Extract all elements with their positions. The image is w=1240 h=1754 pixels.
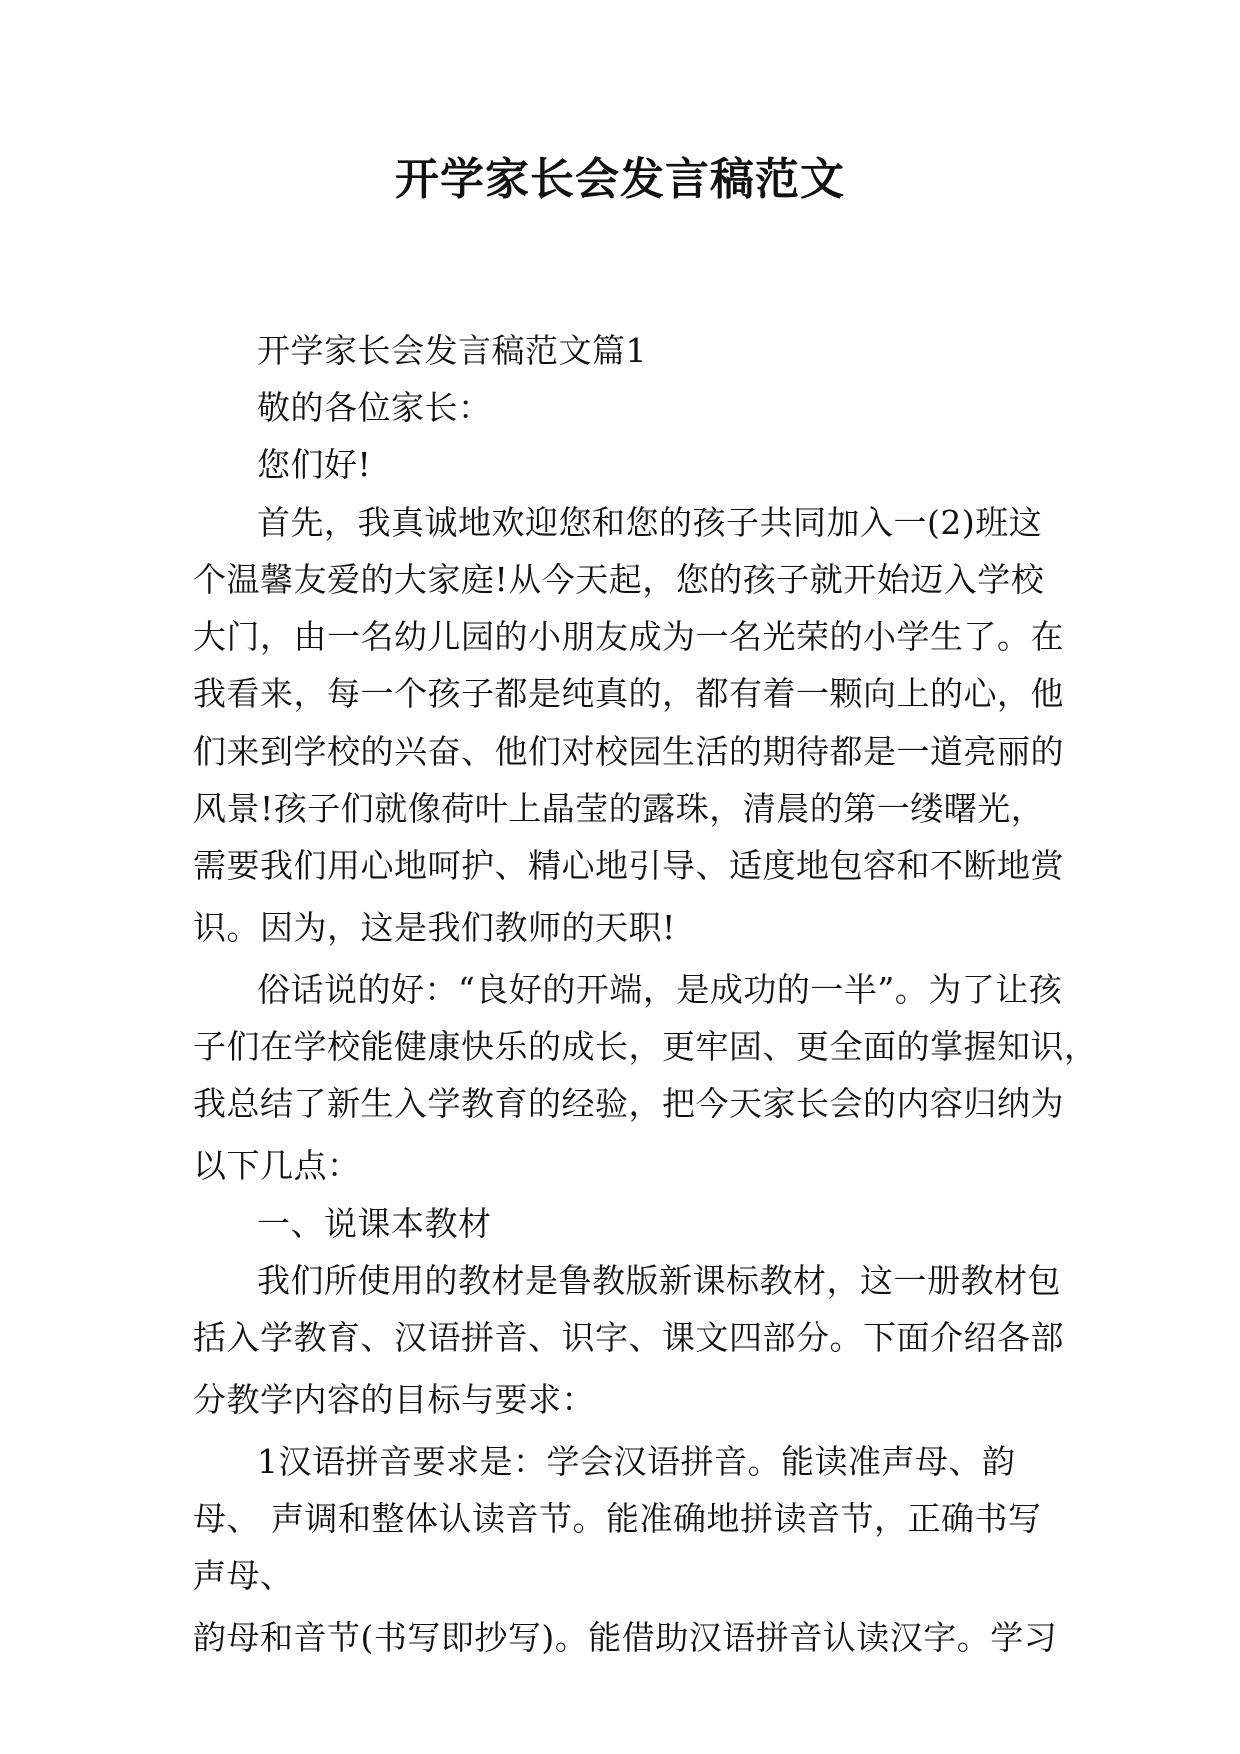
paragraph-line: 括入学教育、汉语拼音、识字、课文四部分。下面介绍各部 [193,1318,1064,1357]
paragraph-line: 声母、 [193,1556,294,1595]
subsection-heading: 一、说课本教材 [257,1204,492,1243]
paragraph-line: 我们所使用的教材是鲁教版新课标教材，这一册教材包 [257,1261,1061,1300]
paragraph-line: 俗话说的好：“良好的开端，是成功的一半”。为了让孩 [257,970,1063,1009]
paragraph-line: 母、 声调和整体认读音节。能准确地拼读音节，正确书写 [193,1499,1042,1538]
paragraph-line: 风景!孩子们就像荷叶上晶莹的露珠，清晨的第一缕曙光， [193,789,1045,828]
paragraph-line: 我总结了新生入学教育的经验，把今天家长会的内容归纳为 [193,1084,1064,1123]
paragraph-line: 1汉语拼音要求是：学会汉语拼音。能读准声母、韵 [257,1442,1016,1481]
paragraph-line: 首先，我真诚地欢迎您和您的孩子共同加入一(2)班这 [257,503,1043,542]
paragraph-line: 以下几点： [193,1146,361,1185]
paragraph-line: 们来到学校的兴奋、他们对校园生活的期待都是一道亮丽的 [193,732,1064,771]
paragraph-line: 我看来，每一个孩子都是纯真的，都有着一颗向上的心，他 [193,674,1064,713]
salutation: 敬的各位家长： [257,388,492,427]
paragraph-line: 分教学内容的目标与要求： [193,1380,595,1419]
paragraph-line: 需要我们用心地呵护、精心地引导、适度地包容和不断地赏 [193,846,1064,885]
paragraph-line: 识。因为，这是我们教师的天职! [193,908,676,947]
paragraph-line: 韵母和音节(书写即抄写)。能借助汉语拼音认读汉字。学习 [193,1618,1058,1657]
document-title: 开学家长会发言稿范文 [395,154,845,205]
greeting: 您们好! [257,445,372,484]
paragraph-line: 大门，由一名幼儿园的小朋友成为一名光荣的小学生了。在 [193,617,1064,656]
paragraph-line: 子们在学校能健康快乐的成长，更牢固、更全面的掌握知识， [193,1027,1098,1066]
section-heading: 开学家长会发言稿范文篇1 [257,331,647,370]
paragraph-line: 个温馨友爱的大家庭!从今天起，您的孩子就开始迈入学校 [193,560,1045,599]
